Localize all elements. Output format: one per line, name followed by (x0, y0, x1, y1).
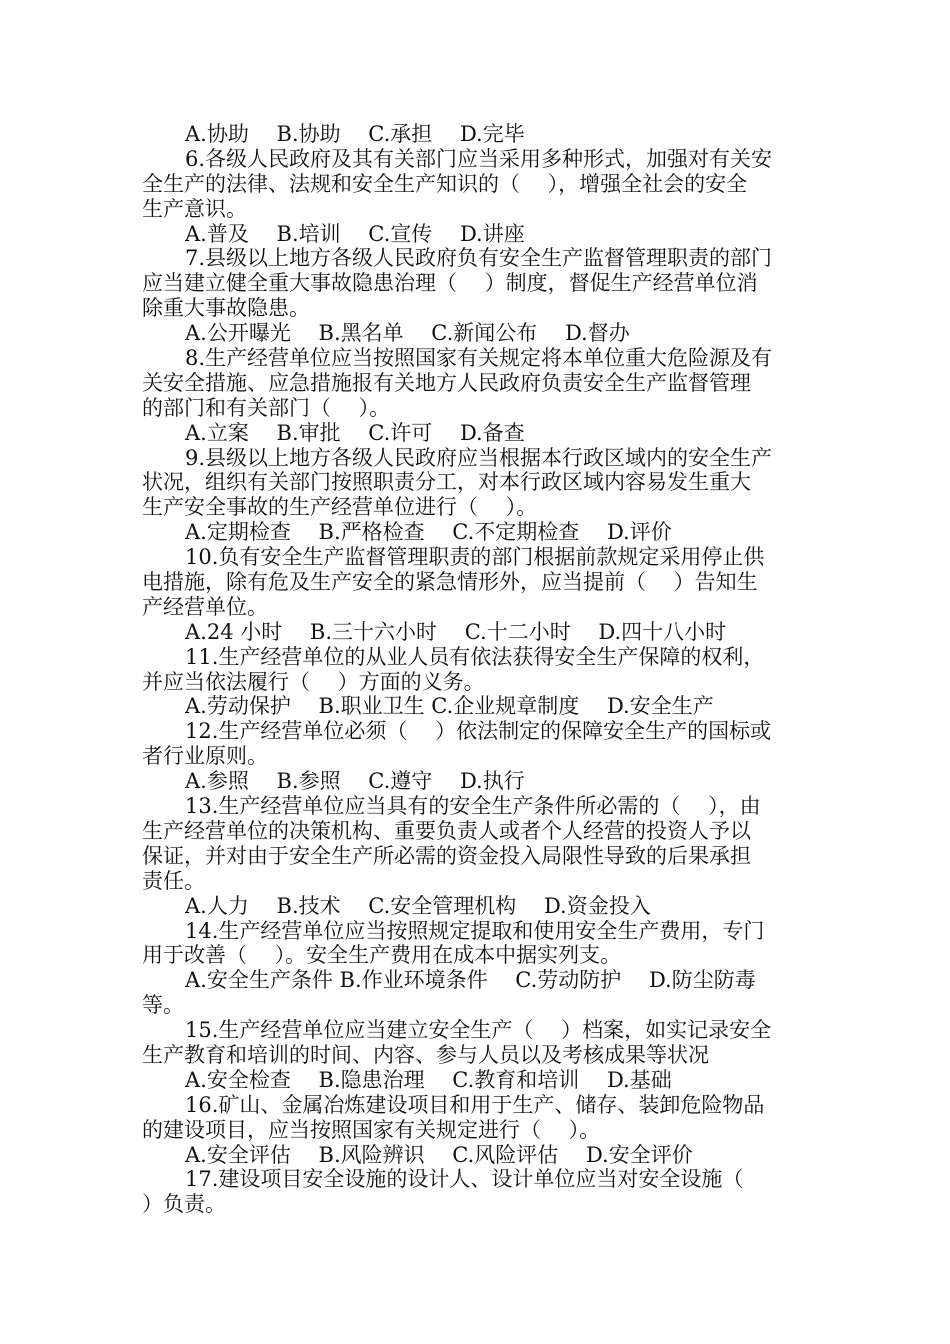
text-line: 除重大事故隐患。 (142, 296, 310, 321)
text-line: 关安全措施、应急措施报有关地方人民政府负责安全生产监督管理 (142, 370, 751, 395)
text-line: 产经营单位。 (142, 594, 268, 619)
text-line: 生产经营单位的决策机构、重要负责人或者个人经营的投资人予以 (142, 818, 751, 843)
text-line: 电措施，除有危及生产安全的紧急情形外，应当提前（ ）告知生 (142, 570, 758, 595)
text-line: 责任。 (142, 868, 205, 893)
text-line: 9.县级以上地方各级人民政府应当根据本行政区域内的安全生产 (185, 445, 773, 470)
text-line: A.劳动保护 B.职业卫生 C.企业规章制度 D.安全生产 (185, 694, 714, 719)
text-line: 15.生产经营单位应当建立安全生产（ ）档案，如实记录安全 (185, 1018, 772, 1043)
text-line: A.定期检查 B.严格检查 C.不定期检查 D.评价 (185, 520, 672, 545)
text-line: 生产安全事故的生产经营单位进行（ ）。 (142, 495, 538, 520)
text-line: 状况，组织有关部门按照职责分工，对本行政区域内容易发生重大 (142, 470, 751, 495)
text-line: 13.生产经营单位应当具有的安全生产条件所必需的（ ），由 (185, 794, 761, 819)
text-line: 的部门和有关部门（ ）。 (142, 395, 391, 420)
text-line: 6.各级人民政府及其有关部门应当采用多种形式，加强对有关安 (185, 146, 773, 171)
text-line: 全生产的法律、法规和安全生产知识的（ ），增强全社会的安全 (142, 171, 748, 196)
text-line: A.安全检查 B.隐患治理 C.教育和培训 D.基础 (185, 1067, 672, 1092)
text-line: 12.生产经营单位必须（ ）依法制定的保障安全生产的国标或 (185, 719, 772, 744)
text-line: A.参照 B.参照 C.遵守 D.执行 (185, 769, 525, 794)
text-line: 10.负有安全生产监督管理职责的部门根据前款规定采用停止供 (185, 545, 765, 570)
text-line: 8.生产经营单位应当按照国家有关规定将本单位重大危险源及有 (185, 346, 773, 371)
text-line: 并应当依法履行（ ）方面的义务。 (142, 669, 485, 694)
text-line: 17.建设项目安全设施的设计人、设计单位应当对安全设施（ (185, 1167, 744, 1192)
text-line: 保证，并对由于安全生产所必需的资金投入局限性导致的后果承担 (142, 843, 751, 868)
text-line: A.公开曝光 B.黑名单 C.新闻公布 D.督办 (185, 321, 630, 346)
text-line: A.安全评估 B.风险辨识 C.风险评估 D.安全评价 (185, 1142, 693, 1167)
text-line: A.立案 B.审批 C.许可 D.备查 (185, 420, 525, 445)
text-line: 生产意识。 (142, 196, 247, 221)
text-line: A.24 小时 B.三十六小时 C.十二小时 D.四十八小时 (185, 619, 727, 644)
text-line: 7.县级以上地方各级人民政府负有安全生产监督管理职责的部门 (185, 246, 773, 271)
text-line: 应当建立健全重大事故隐患治理（ ）制度，督促生产经营单位消 (142, 271, 758, 296)
text-line: 的建设项目，应当按照国家有关规定进行（ ）。 (142, 1117, 601, 1142)
text-line: ）负责。 (142, 1192, 226, 1217)
document-page (142, 122, 814, 1217)
text-line: A.安全生产条件 B.作业环境条件 C.劳动防护 D.防尘防毒 (185, 968, 756, 993)
text-line: A.人力 B.技术 C.安全管理机构 D.资金投入 (185, 893, 651, 918)
text-line: 用于改善（ ）。安全生产费用在成本中据实列支。 (142, 943, 622, 968)
text-line: A.协助 B.协助 C.承担 D.完毕 (185, 122, 525, 146)
text-line: 11.生产经营单位的从业人员有依法获得安全生产保障的权利， (185, 644, 765, 669)
text-line: 14.生产经营单位应当按照规定提取和使用安全生产费用，专门 (185, 918, 765, 943)
text-line: 等。 (142, 993, 184, 1018)
text-line: 生产教育和培训的时间、内容、参与人员以及考核成果等状况 (142, 1042, 709, 1067)
text-line: A.普及 B.培训 C.宣传 D.讲座 (185, 221, 525, 246)
text-line: 16.矿山、金属冶炼建设项目和用于生产、储存、装卸危险物品 (185, 1092, 765, 1117)
text-line: 者行业原则。 (142, 744, 268, 769)
